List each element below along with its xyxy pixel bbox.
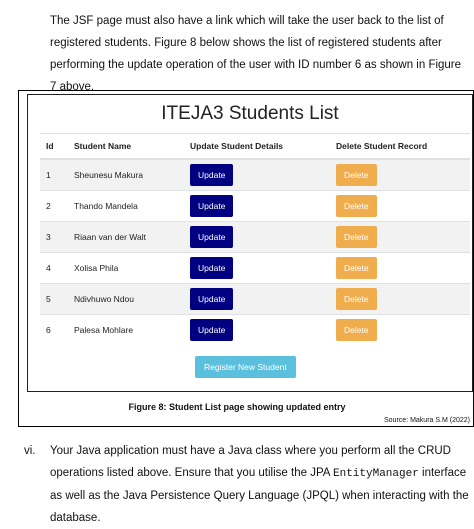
table-row [40,284,470,315]
item-text-before: Your Java application must have a Java class where you perform all the CRUD operations listed above. Ensure that you utilise the JPA [50,445,451,479]
cell-student-name: Riaan van der Walt [68,222,184,253]
register-new-student-button[interactable]: Register New Student [195,356,296,378]
cell-id: 1 [40,159,68,191]
table-row [40,315,470,346]
cell-id: 3 [40,222,68,253]
cell-id: 4 [40,253,68,284]
cell-student-name: Palesa Mohlare [68,315,184,346]
delete-button[interactable]: Delete [336,164,377,186]
delete-button[interactable]: Delete [336,257,377,279]
update-button[interactable]: Update [190,226,233,248]
page-title: ITEJA3 Students List [161,103,339,124]
update-button[interactable]: Update [190,195,233,217]
delete-button[interactable]: Delete [336,195,377,217]
cell-id: 6 [40,315,68,346]
table-header-row [40,134,470,160]
cell-id: 5 [40,284,68,315]
list-item-vi [50,440,472,529]
column-header-id: Id [40,134,68,160]
cell-student-name: Xolisa Phila [68,253,184,284]
figure-caption: Figure 8: Student List page showing updated entry [128,402,346,412]
cell-student-name: Sheunesu Makura [68,159,184,191]
update-button[interactable]: Update [190,319,233,341]
table-row [40,191,470,222]
column-header-delete: Delete Student Record [330,134,470,160]
cell-student-name: Thando Mandela [68,191,184,222]
students-table [40,133,470,345]
table-row [40,159,470,191]
students-list-screenshot [27,94,473,392]
intro-paragraph: The JSF page must also have a link which will take the user back to the list of registered students. Figure 8 below shows the list of registered students after performing the update operation of the user with ID number 6 as shown in Figure 7 above. [50,15,462,93]
cell-id: 2 [40,191,68,222]
update-button[interactable]: Update [190,164,233,186]
item-text-after: interface as well as the Java Persistence Query Language (JPQL) when interacting with the database. [50,467,469,524]
update-button[interactable]: Update [190,288,233,310]
table-row [40,222,470,253]
delete-button[interactable]: Delete [336,226,377,248]
list-marker: vi. [24,445,36,457]
table-row [40,253,470,284]
figure-source: Source: Makura S.M (2022) [384,417,470,424]
delete-button[interactable]: Delete [336,288,377,310]
item-code: EntityManager [333,468,419,480]
column-header-update: Update Student Details [184,134,330,160]
cell-student-name: Ndivhuwo Ndou [68,284,184,315]
delete-button[interactable]: Delete [336,319,377,341]
update-button[interactable]: Update [190,257,233,279]
column-header-student-name: Student Name [68,134,184,160]
